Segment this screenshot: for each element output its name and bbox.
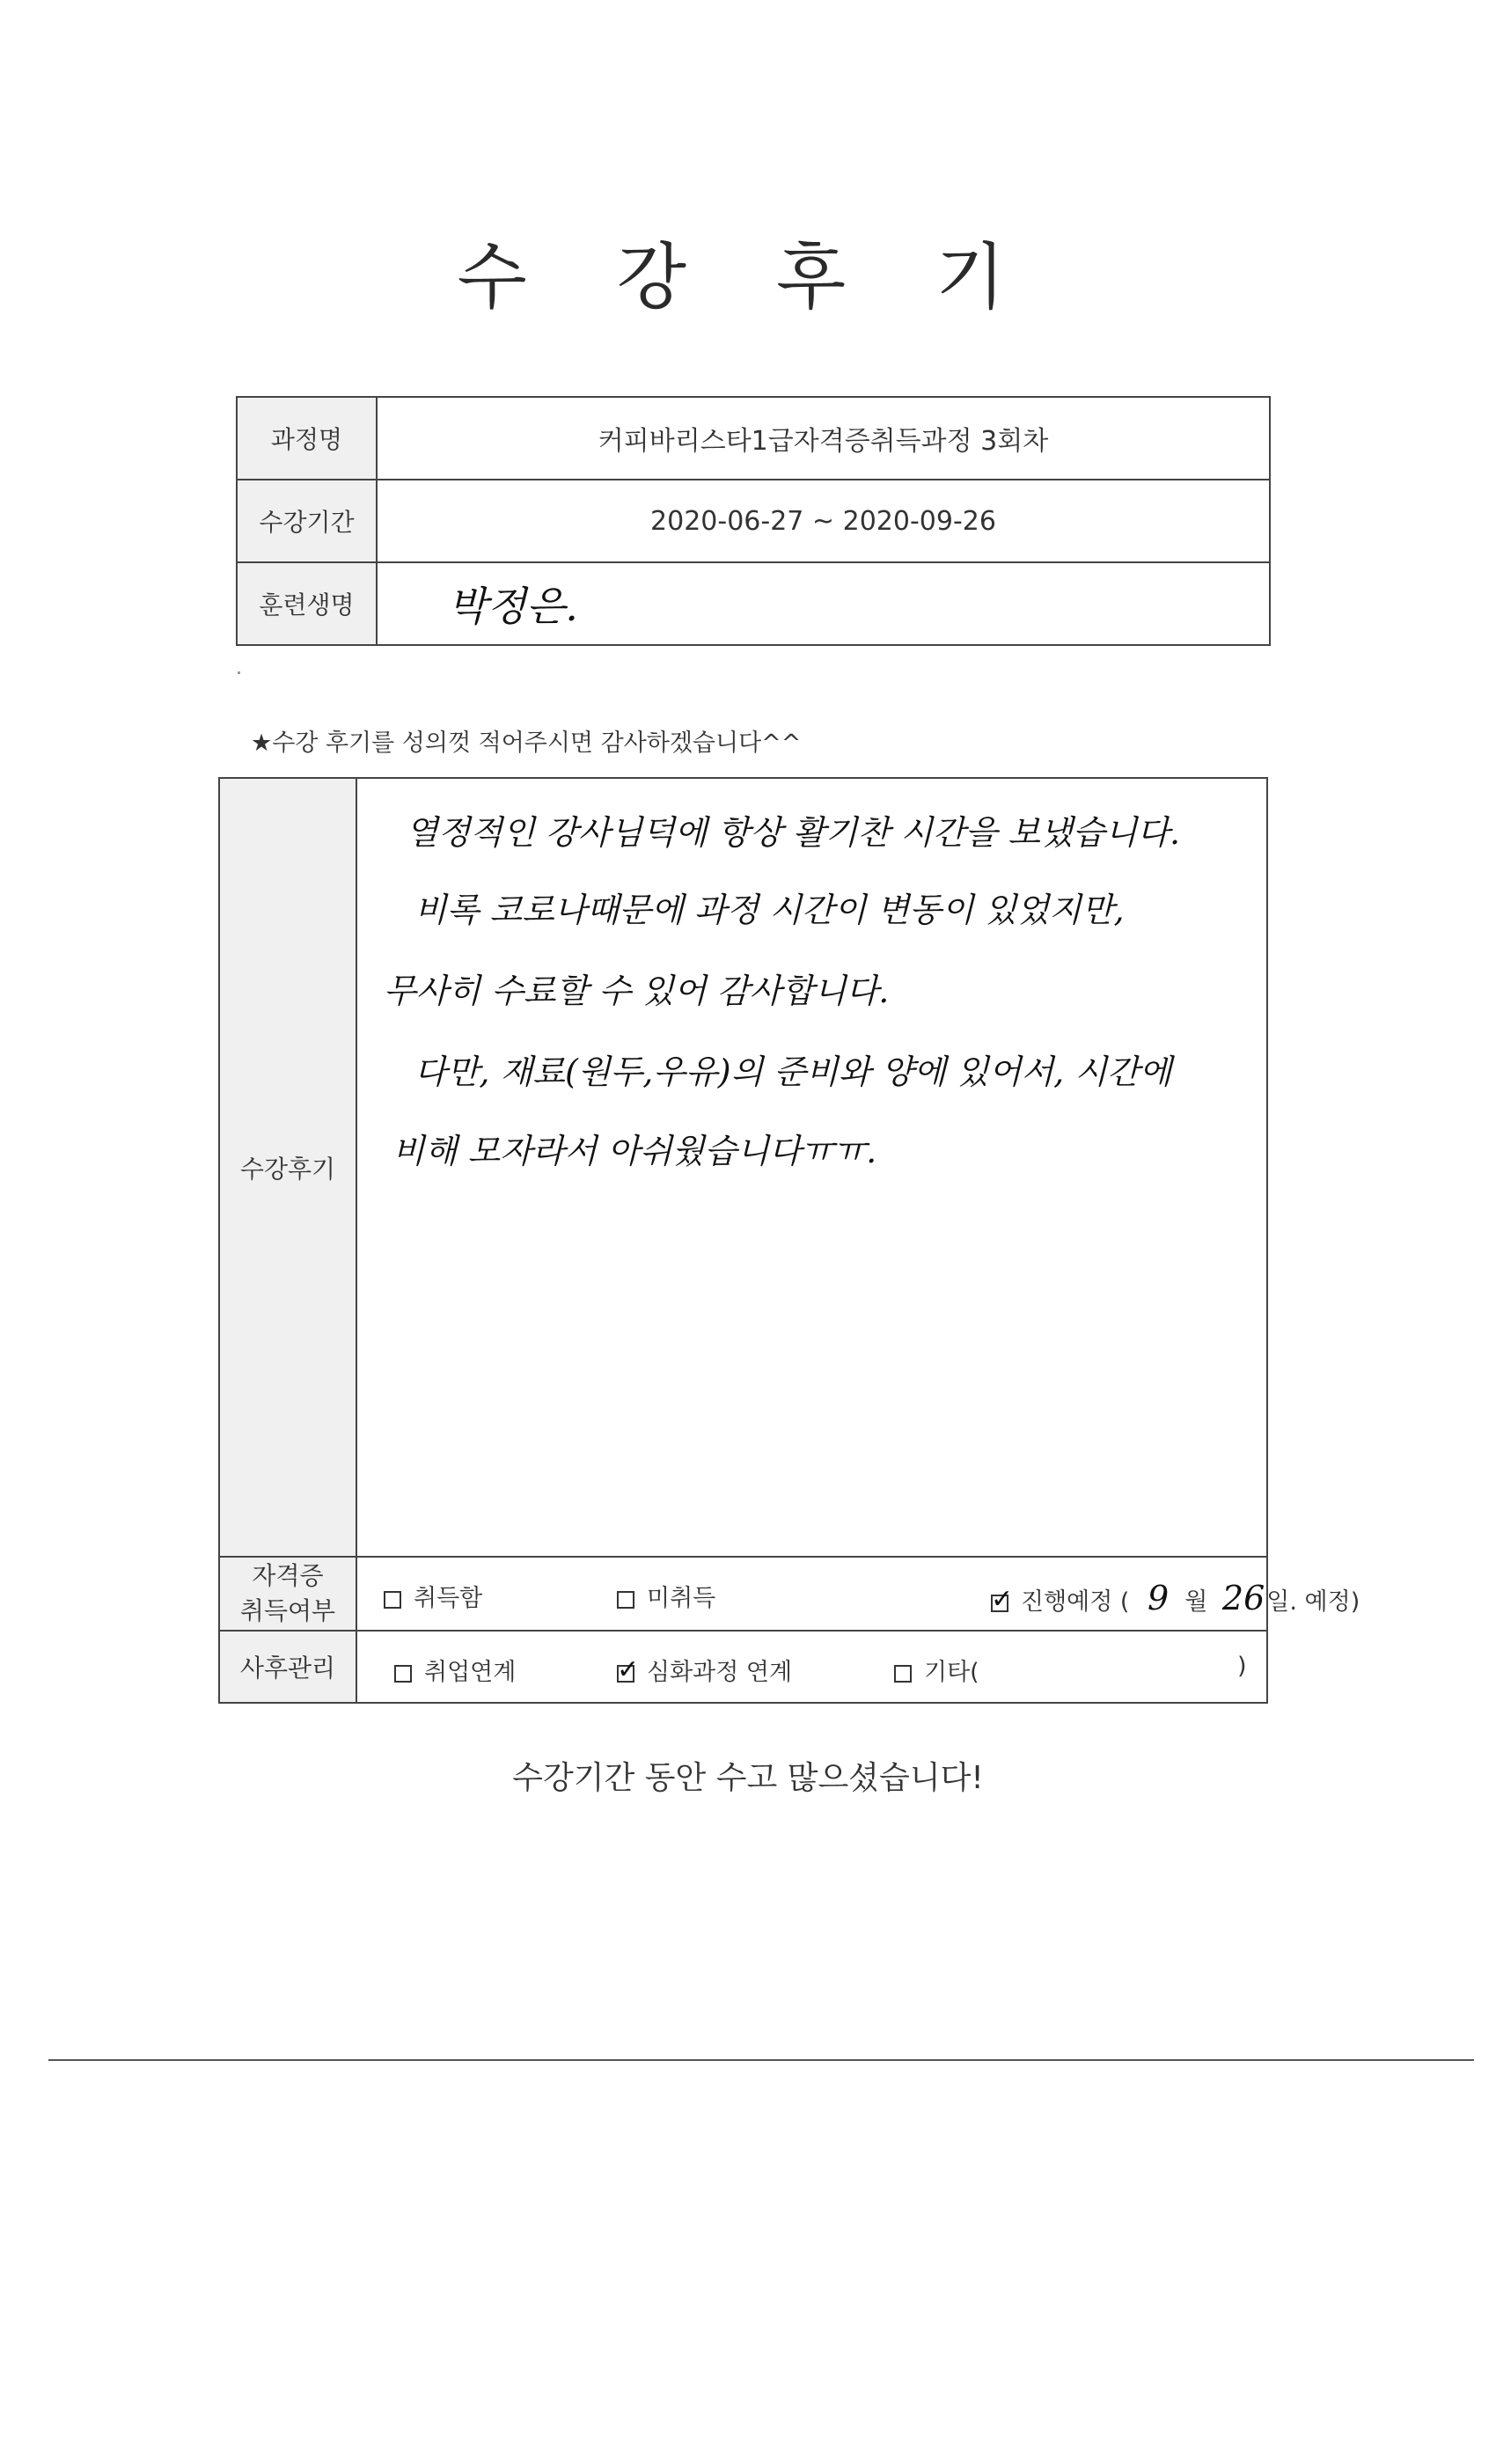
trainee-name-handwriting: 박정은. bbox=[448, 583, 578, 630]
day-handwriting: 26 bbox=[1221, 1579, 1265, 1617]
option-employment[interactable]: 취업연계 bbox=[394, 1653, 516, 1687]
trainee-row bbox=[237, 562, 1270, 645]
course-name-label: 과정명 bbox=[237, 397, 377, 480]
certification-options bbox=[356, 1557, 1360, 1631]
checkbox-acquired[interactable] bbox=[384, 1591, 401, 1609]
period-value: 2020-06-27 ~ 2020-09-26 bbox=[377, 480, 1270, 562]
review-line: 비해 모자라서 아쉬웠습니다ㅠㅠ. bbox=[392, 1132, 877, 1170]
checkbox-other[interactable] bbox=[894, 1665, 912, 1683]
check-mark-icon: ✓ bbox=[991, 1583, 1014, 1615]
review-line: 비록 코로나때문에 과정 시간이 변동이 있었지만, bbox=[414, 891, 1125, 929]
check-mark-icon: ✓ bbox=[617, 1654, 640, 1685]
review-label: 수강후기 bbox=[219, 778, 356, 1557]
option-advanced[interactable]: ✓ 심화과정 연계 bbox=[617, 1654, 793, 1686]
checkbox-not-acquired[interactable] bbox=[617, 1591, 634, 1609]
month-handwriting: 9 bbox=[1148, 1579, 1170, 1617]
certification-label bbox=[219, 1557, 356, 1631]
checkbox-employment[interactable] bbox=[394, 1665, 412, 1683]
certification-label-line1: 자격증 bbox=[252, 1561, 324, 1590]
review-request-note: ★수강 후기를 성의껏 적어주시면 감사하겠습니다^^ bbox=[251, 730, 802, 757]
trainee-name-field[interactable] bbox=[377, 562, 1270, 645]
page-edge-line bbox=[48, 2059, 1474, 2061]
checkbox-scheduled[interactable] bbox=[991, 1583, 1014, 1615]
review-line: 열정적인 강사님덕에 항상 활기찬 시간을 보냈습니다. bbox=[406, 813, 1181, 852]
scan-speck bbox=[238, 671, 240, 674]
course-name-value: 커피바리스타1급자격증취득과정 3회차 bbox=[377, 397, 1270, 480]
course-row bbox=[237, 397, 1270, 480]
certification-row bbox=[219, 1557, 1267, 1631]
aftercare-options bbox=[356, 1631, 1267, 1703]
review-table bbox=[218, 777, 1360, 1704]
review-line: 다만, 재료(원두,우유)의 준비와 양에 있어서, 시간에 bbox=[414, 1052, 1172, 1091]
option-scheduled[interactable]: ✓ 진행예정 ( 9 월 26일. 예정) bbox=[991, 1579, 1360, 1617]
other-close-paren: ) bbox=[1237, 1653, 1247, 1680]
period-row bbox=[237, 480, 1270, 562]
option-not-acquired[interactable]: 미취득 bbox=[617, 1579, 715, 1613]
aftercare-row bbox=[219, 1631, 1267, 1703]
review-row bbox=[219, 778, 1267, 1557]
footer-message: 수강기간 동안 수고 많으셨습니다! bbox=[512, 1760, 984, 1796]
trainee-label: 훈련생명 bbox=[237, 562, 377, 645]
certification-label-line2: 취득여부 bbox=[239, 1596, 336, 1625]
checkbox-advanced[interactable] bbox=[617, 1654, 640, 1685]
review-text-area[interactable] bbox=[356, 778, 1267, 1557]
review-line: 무사히 수료할 수 있어 감사합니다. bbox=[384, 972, 890, 1010]
course-info-table bbox=[236, 396, 1271, 646]
period-label: 수강기간 bbox=[237, 480, 377, 562]
option-acquired[interactable]: 취득함 bbox=[384, 1579, 482, 1613]
page-title: 수 강 후 기 bbox=[457, 236, 1039, 319]
option-other[interactable]: 기타( bbox=[894, 1653, 979, 1687]
aftercare-label: 사후관리 bbox=[219, 1631, 356, 1703]
